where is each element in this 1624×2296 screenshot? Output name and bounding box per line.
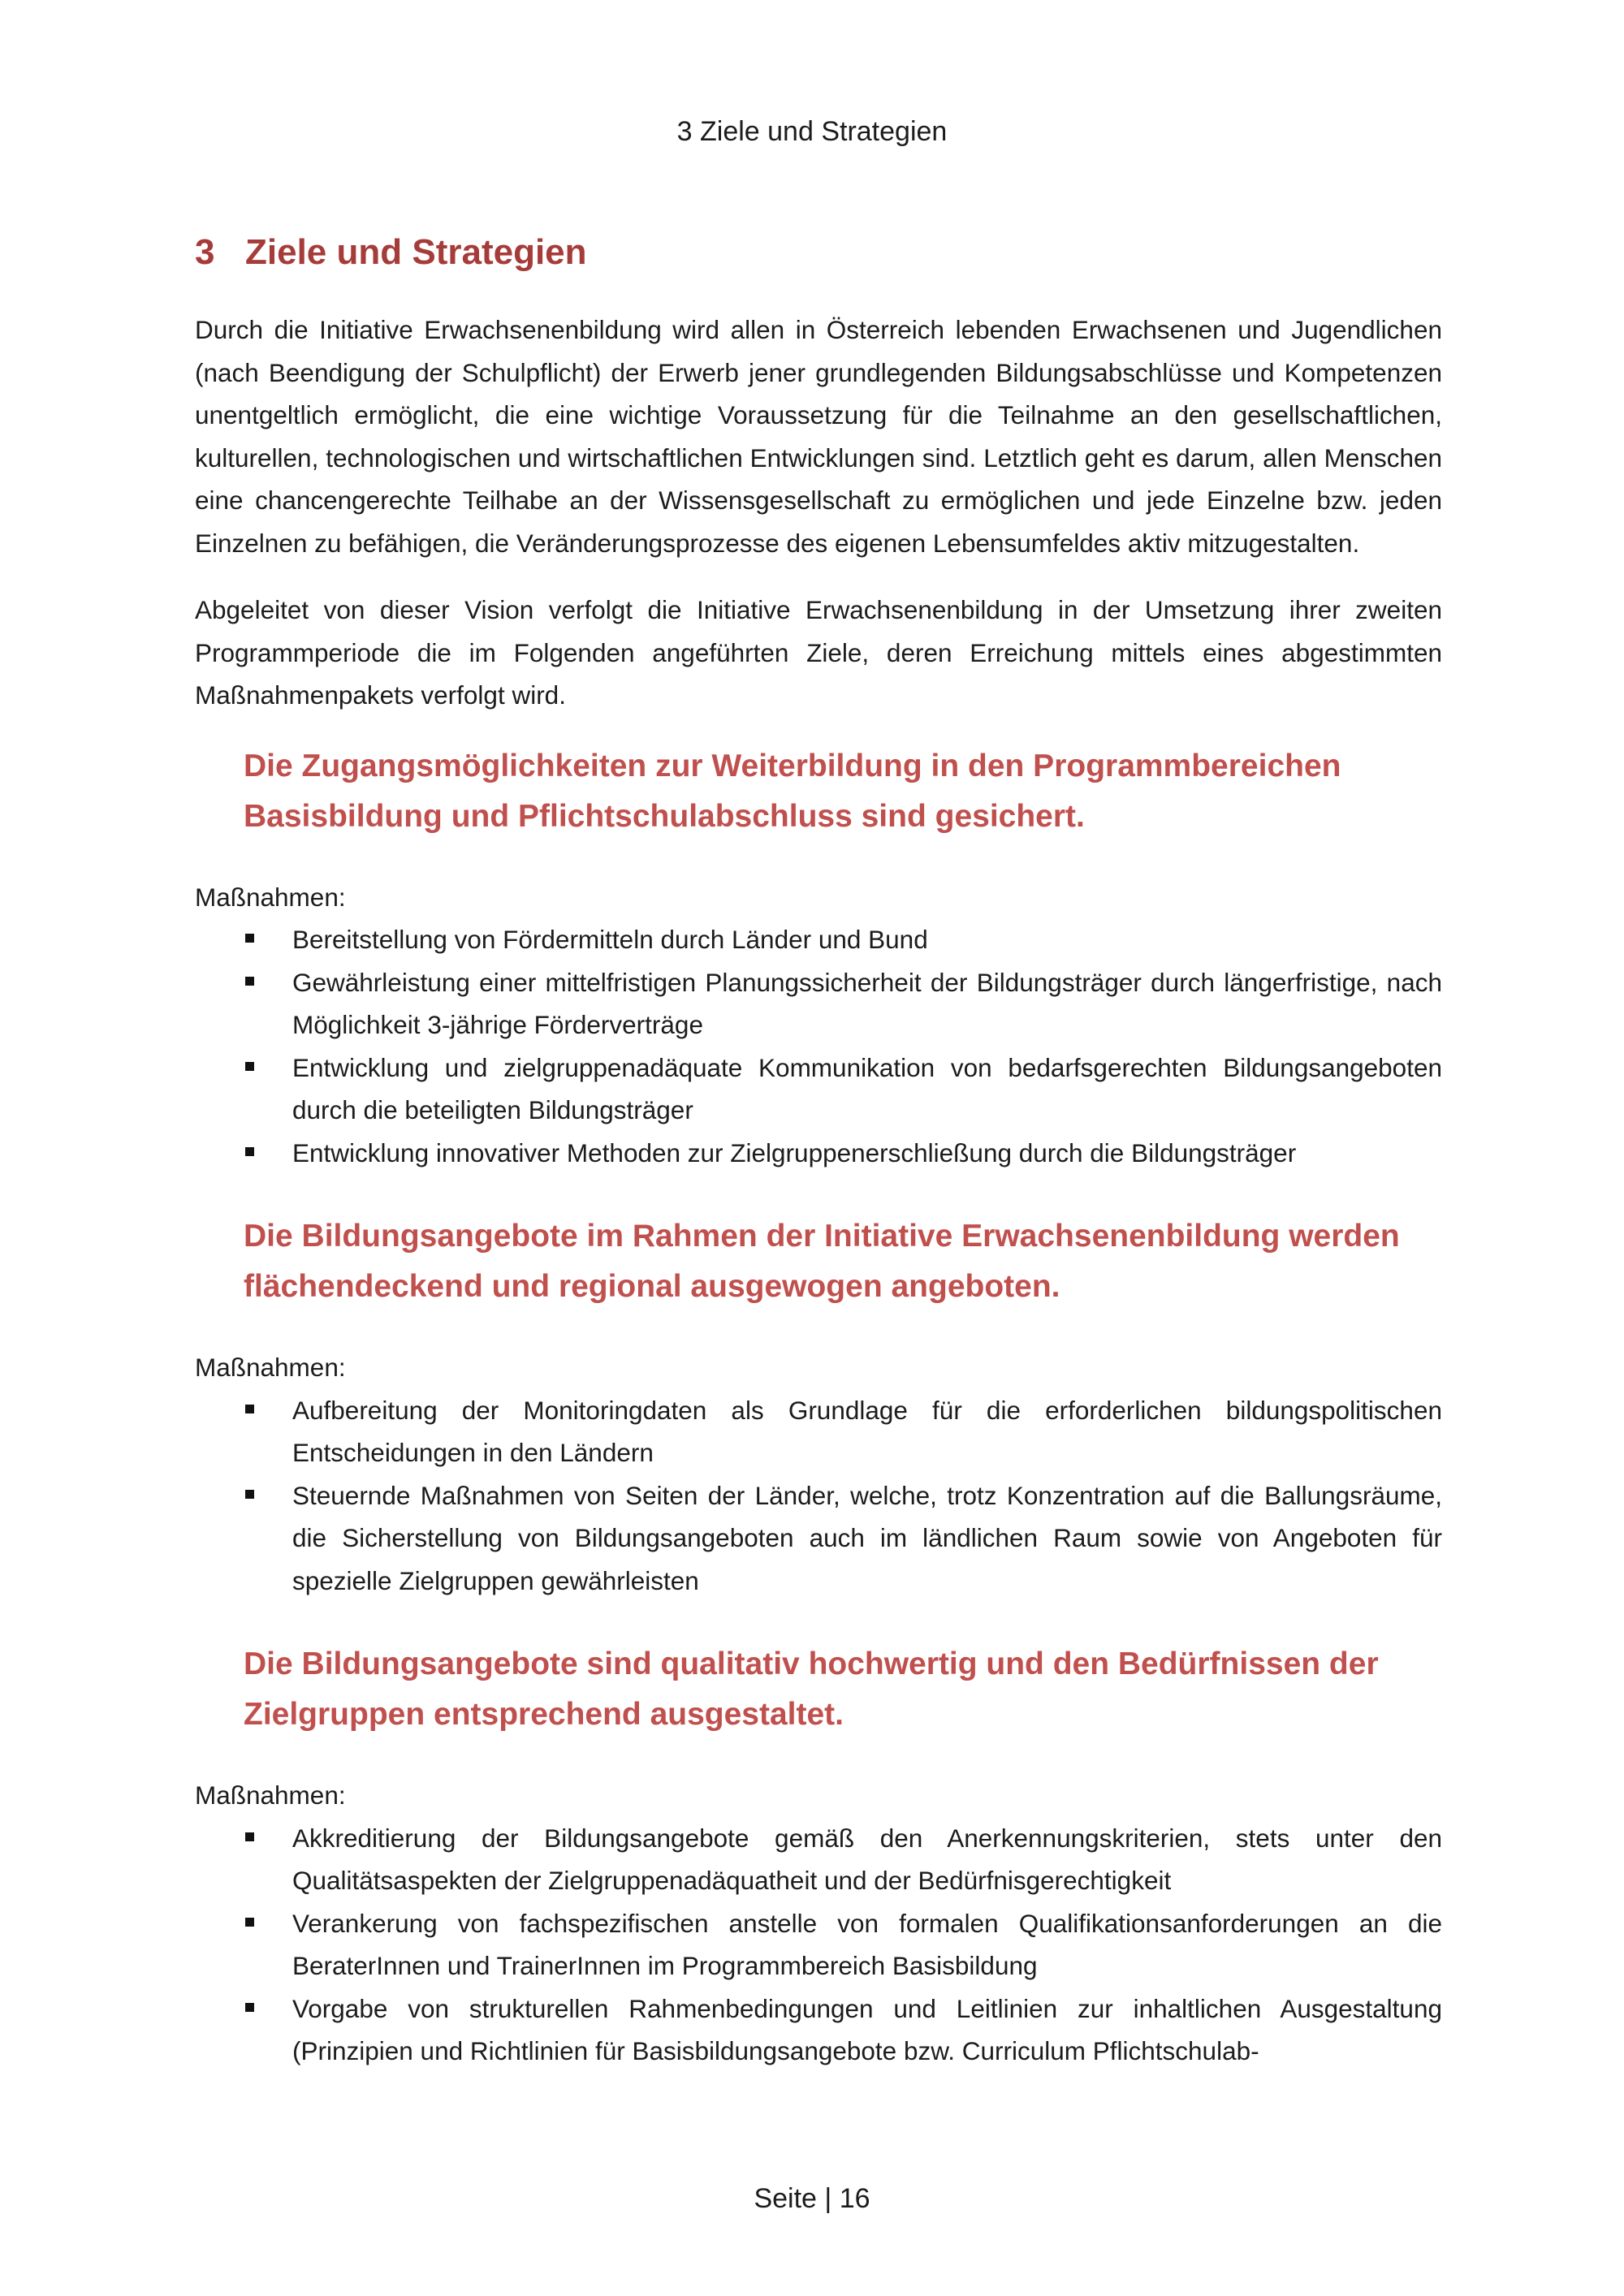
- square-bullet-icon: [245, 934, 254, 943]
- goal-section: [195, 741, 1442, 1175]
- measures-list: [195, 918, 1442, 1174]
- chapter-number: 3: [195, 232, 215, 272]
- list-item-text: Entwicklung innovativer Methoden zur Zielgruppenerschließung durch die Bildungsträger: [292, 1137, 1297, 1167]
- list-item: [292, 961, 1442, 1047]
- list-item-text: Verankerung von fachspezifischen anstelle von formalen Qualifikationsanforderungen an die BeraterInnen und TrainerInnen im Programmbereich Basisbildung: [292, 1908, 1442, 1980]
- square-bullet-icon: [245, 1832, 254, 1841]
- list-item-text: Bereitstellung von Fördermitteln durch Länder und Bund: [292, 925, 928, 954]
- list-item: [292, 918, 1442, 961]
- list-item: [292, 1902, 1442, 1987]
- list-item-text: Akkreditierung der Bildungsangebote gemäß den Anerkennungskriterien, stets unter den Qualitätsaspekten der Zielgruppenadäquatheit und der Bedürfnisgerechtigkeit: [292, 1823, 1442, 1895]
- goal-section: [195, 1639, 1442, 2073]
- goal-heading: Die Bildungsangebote sind qualitativ hochwertig und den Bedürfnissen der Zielgruppen entsprechend ausgestaltet.: [244, 1646, 1379, 1732]
- running-header: 3 Ziele und Strategien: [676, 116, 948, 147]
- chapter-title-text: Ziele und Strategien: [245, 232, 587, 272]
- list-item: [292, 1389, 1442, 1474]
- square-bullet-icon: [245, 977, 254, 986]
- chapter-title: [195, 227, 1442, 278]
- list-item: [292, 1987, 1442, 2073]
- page-number-footer: Seite | 16: [754, 2183, 870, 2214]
- vision-paragraph: Abgeleitet von dieser Vision verfolgt die Initiative Erwachsenenbildung in der Umsetzung ihrer zweiten Programmperiode die im Folgenden angeführten Ziele, deren Erreichung mittels eines abgestimmten Maßnahmenpakets verfolgt wird.: [195, 595, 1442, 710]
- goal-heading: Die Bildungsangebote im Rahmen der Initiative Erwachsenenbildung werden flächendeckend und regional ausgewogen angeboten.: [244, 1219, 1400, 1304]
- square-bullet-icon: [245, 1490, 254, 1499]
- measures-list: [195, 1389, 1442, 1603]
- square-bullet-icon: [245, 1918, 254, 1927]
- list-item-text: Gewährleistung einer mittelfristigen Planungssicherheit der Bildungsträger durch längerfristige, nach Möglichkeit 3-jährige Förderverträge: [292, 967, 1442, 1039]
- measures-list: [195, 1817, 1442, 2073]
- square-bullet-icon: [245, 1147, 254, 1156]
- goal-section: [195, 1211, 1442, 1602]
- list-item-text: Aufbereitung der Monitoringdaten als Grundlage für die erforderlichen bildungspolitischen Entscheidungen in den Ländern: [292, 1395, 1442, 1467]
- measures-label: Maßnahmen:: [195, 882, 346, 912]
- square-bullet-icon: [245, 1062, 254, 1071]
- list-item: [292, 1817, 1442, 1902]
- square-bullet-icon: [245, 1405, 254, 1413]
- measures-label: Maßnahmen:: [195, 1780, 346, 1810]
- square-bullet-icon: [245, 2003, 254, 2012]
- goal-heading: Die Zugangsmöglichkeiten zur Weiterbildung in den Programmbereichen Basisbildung und Pflichtschulabschluss sind gesichert.: [244, 748, 1341, 834]
- page-content: [195, 227, 1442, 2110]
- intro-paragraph: Durch die Initiative Erwachsenenbildung wird allen in Österreich lebenden Erwachsenen und Jugendlichen (nach Beendigung der Schulpflicht) der Erwerb jener grundlegenden Bildungsabschlüsse und Kompetenzen unentgeltlich ermöglicht, die eine wichtige Voraussetzung für die Teilnahme an den gesellschaftlichen, kulturellen, technologischen und wirtschaftlichen Entwicklungen sind. Letztlich geht es darum, allen Menschen eine chancengerechte Teilhabe an der Wissensgesellschaft zu ermöglichen und jede Einzelne bzw. jeden Einzelnen zu befähigen, die Veränderungsprozesse des eigenen Lebensumfeldes aktiv mitzugestalten.: [195, 315, 1442, 558]
- list-item-text: Steuernde Maßnahmen von Seiten der Länder, welche, trotz Konzentration auf die Ballungsräume, die Sicherstellung von Bildungsangeboten auch im ländlichen Raum sowie von Angeboten für spezielle Zielgruppen gewährleisten: [292, 1480, 1442, 1595]
- measures-label: Maßnahmen:: [195, 1353, 346, 1382]
- list-item-text: Entwicklung und zielgruppenadäquate Kommunikation von bedarfsgerechten Bildungsangeboten durch die beteiligten Bildungsträger: [292, 1052, 1442, 1124]
- list-item: [292, 1132, 1442, 1175]
- list-item: [292, 1047, 1442, 1132]
- list-item-text: Vorgabe von strukturellen Rahmenbedingungen und Leitlinien zur inhaltlichen Ausgestaltung (Prinzipien und Richtlinien für Basisbildungsangebote bzw. Curriculum Pflichtschulab-: [292, 1993, 1442, 2065]
- list-item: [292, 1474, 1442, 1603]
